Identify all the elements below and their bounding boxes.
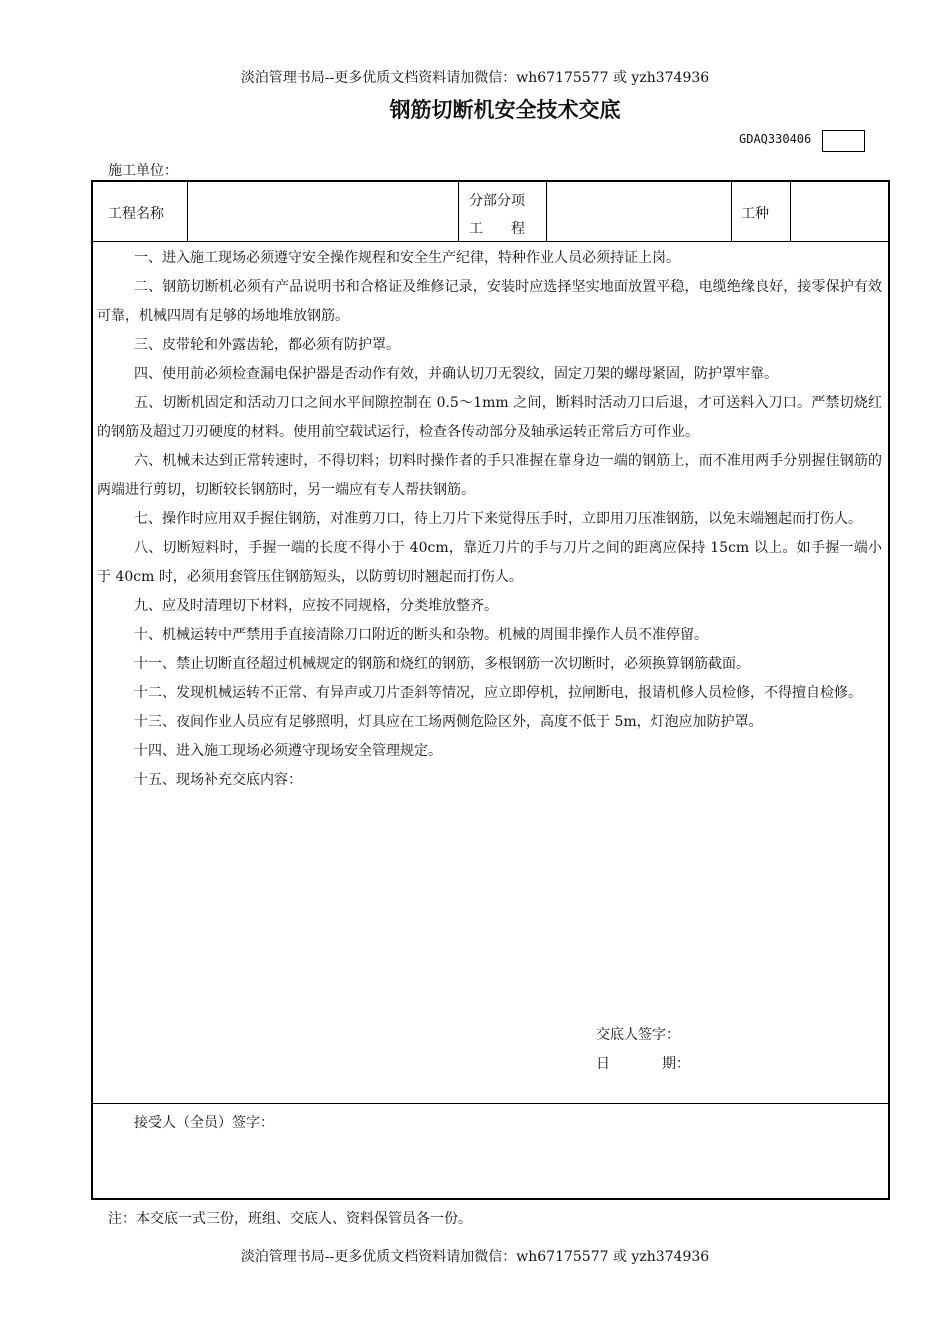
safety-item: 十四、进入施工现场必须遵守现场安全管理规定。 — [134, 743, 442, 759]
code-box — [822, 130, 865, 152]
disclosure-form — [91, 180, 890, 1200]
project-name-label: 工程名称 — [108, 206, 164, 222]
divider — [187, 182, 188, 241]
document-code: GDAQ330406 — [739, 132, 812, 146]
section-divider — [93, 1103, 888, 1104]
sub-project-label-line1: 分部分项 — [469, 193, 525, 209]
date-label-part2: 期： — [662, 1056, 690, 1072]
safety-item: 六、机械未达到正常转速时，不得切料；切料时操作者的手只准握在靠身边一端的钢筋上，而不准用两手分别握住钢筋的两端进行剪切，切断较长钢筋时，另一端应有专人帮扶钢筋。 — [97, 453, 882, 498]
safety-item: 十三、夜间作业人员应有足够照明，灯具应在工场两侧危险区外，高度不低于 5m，灯泡应加防护罩。 — [134, 714, 763, 730]
safety-item: 三、皮带轮和外露齿轮，都必须有防护罩。 — [134, 337, 400, 353]
divider — [458, 182, 459, 241]
signer-label: 交底人签字： — [596, 1027, 680, 1043]
safety-items — [97, 244, 882, 795]
safety-item: 十五、现场补充交底内容： — [134, 772, 302, 788]
safety-item: 十二、发现机械运转不正常、有异声或刀片歪斜等情况，应立即停机，拉闸断电，报请机修人员检修，不得擅自检修。 — [134, 685, 862, 701]
date-label-part1: 日 — [596, 1056, 610, 1072]
safety-item: 九、应及时清理切下材料，应按不同规格，分类堆放整齐。 — [134, 598, 498, 614]
safety-item: 八、切断短料时，手握一端的长度不得小于 40cm，靠近刀片的手与刀片之间的距离应保持 15cm 以上。如手握一端小于 40cm 时，必须用套管压住钢筋短头，以防剪切时翘起而打伤人。 — [97, 540, 882, 585]
safety-item: 五、切断机固定和活动刀口之间水平间隙控制在 0.5～1mm 之间，断料时活动刀口后退，才可送料入刀口。严禁切烧红的钢筋及超过刀刃硬度的材料。使用前空载试运行，检查各传动部分及轴承运转正常后方可作业。 — [97, 395, 882, 440]
date-label — [596, 1053, 690, 1073]
trade-label: 工种 — [741, 206, 769, 222]
document-title: 钢筋切断机安全技术交底 — [389, 98, 621, 122]
footnote: 注：本交底一式三份，班组、交底人、资料保管员各一份。 — [108, 1211, 472, 1227]
safety-item: 七、操作时应用双手握住钢筋，对准剪刀口，待上刀片下来觉得压手时，立即用刀压准钢筋，以免末端翘起而打伤人。 — [134, 511, 862, 527]
receiver-signature-label: 接受人（全员）签字： — [134, 1115, 274, 1131]
divider — [790, 182, 791, 241]
header-row — [93, 182, 888, 242]
divider — [731, 182, 732, 241]
footer-note: 淡泊管理书局--更多优质文档资料请加微信：wh67175577 或 yzh374936 — [240, 1249, 710, 1265]
header-note: 淡泊管理书局--更多优质文档资料请加微信：wh67175577 或 yzh374936 — [240, 70, 710, 86]
safety-item: 十、机械运转中严禁用手直接清除刀口附近的断头和杂物。机械的周围非操作人员不准停留。 — [134, 627, 708, 643]
divider — [546, 182, 547, 241]
construction-unit-label: 施工单位： — [108, 163, 178, 179]
safety-item: 二、钢筋切断机必须有产品说明书和合格证及维修记录，安装时应选择坚实地面放置平稳，电缆绝缘良好，接零保护有效可靠，机械四周有足够的场地堆放钢筋。 — [97, 279, 882, 324]
safety-item: 四、使用前必须检查漏电保护器是否动作有效，并确认切刀无裂纹，固定刀架的螺母紧固，防护罩牢靠。 — [134, 366, 778, 382]
sub-project-label-line2: 工 程 — [469, 221, 525, 237]
safety-item: 十一、禁止切断直径超过机械规定的钢筋和烧红的钢筋，多根钢筋一次切断时，必须换算钢筋截面。 — [134, 656, 750, 672]
safety-item: 一、进入施工现场必须遵守安全操作规程和安全生产纪律，特种作业人员必须持证上岗。 — [134, 250, 680, 266]
